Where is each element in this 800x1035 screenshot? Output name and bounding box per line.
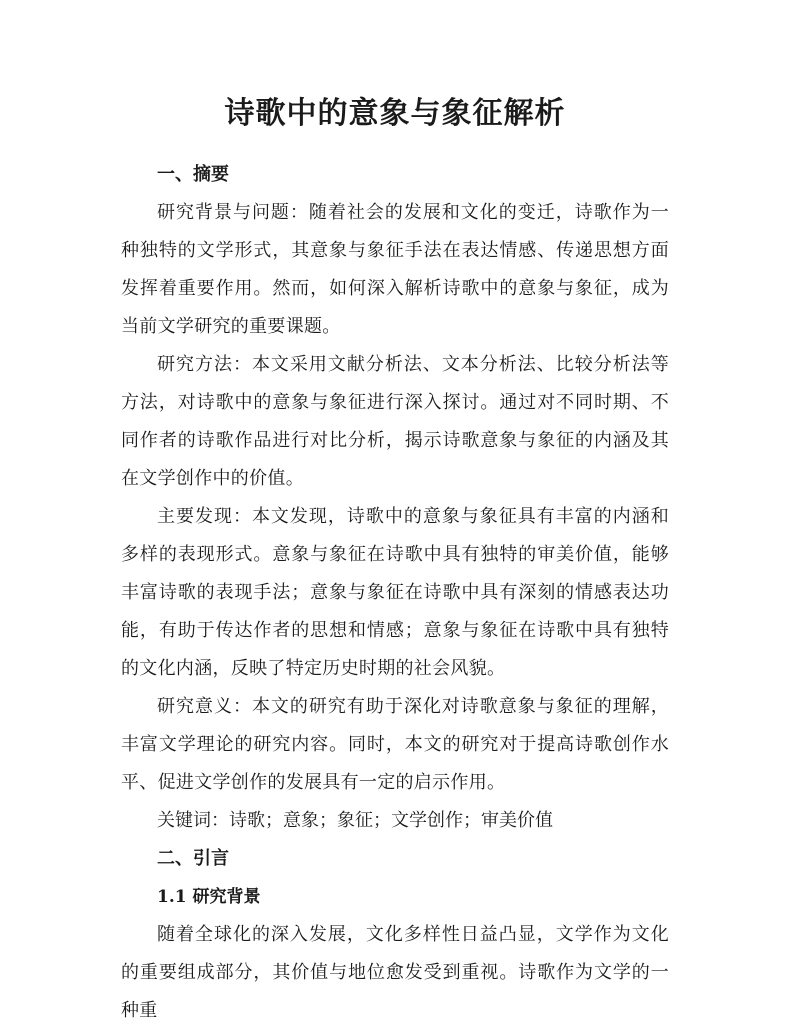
abstract-paragraph-findings: 主要发现：本文发现，诗歌中的意象与象征具有丰富的内涵和多样的表现形式。意象与象征在诗歌中具有独特的审美价值，能够丰富诗歌的表现手法；意象与象征在诗歌中具有深刻的情感表达功能，有助于传达作者的思想和情感；意象与象征在诗歌中具有独特的文化内涵，反映了特定历史时期的社会风貌。 [121, 506, 669, 679]
keywords-line: 关键词：诗歌；意象；象征；文学创作；审美价值 [157, 810, 553, 831]
document-title: 诗歌中的意象与象征解析 [224, 96, 566, 131]
research-background-heading: 1.1 研究背景 [157, 887, 261, 907]
abstract-heading: 一、摘要 [157, 164, 229, 185]
introduction-heading: 二、引言 [157, 848, 229, 869]
abstract-paragraph-significance: 研究意义：本文的研究有助于深化对诗歌意象与象征的理解，丰富文学理论的研究内容。同时，本文的研究对于提高诗歌创作水平、促进文学创作的发展具有一定的启示作用。 [121, 696, 669, 793]
introduction-section [121, 840, 669, 1030]
abstract-paragraph-methods: 研究方法：本文采用文献分析法、文本分析法、比较分析法等方法，对诗歌中的意象与象征进行深入探讨。通过对不同时期、不同作者的诗歌作品进行对比分析，揭示诗歌意象与象征的内涵及其在文学创作中的价值。 [121, 354, 669, 489]
introduction-paragraph: 随着全球化的深入发展，文化多样性日益凸显，文学作为文化的重要组成部分，其价值与地位愈发受到重视。诗歌作为文学的一种重 [121, 924, 669, 1021]
abstract-section [121, 156, 669, 840]
abstract-paragraph-background: 研究背景与问题：随着社会的发展和文化的变迁，诗歌作为一种独特的文学形式，其意象与象征手法在表达情感、传递思想方面发挥着重要作用。然而，如何深入解析诗歌中的意象与象征，成为当前文学研究的重要课题。 [121, 202, 669, 337]
